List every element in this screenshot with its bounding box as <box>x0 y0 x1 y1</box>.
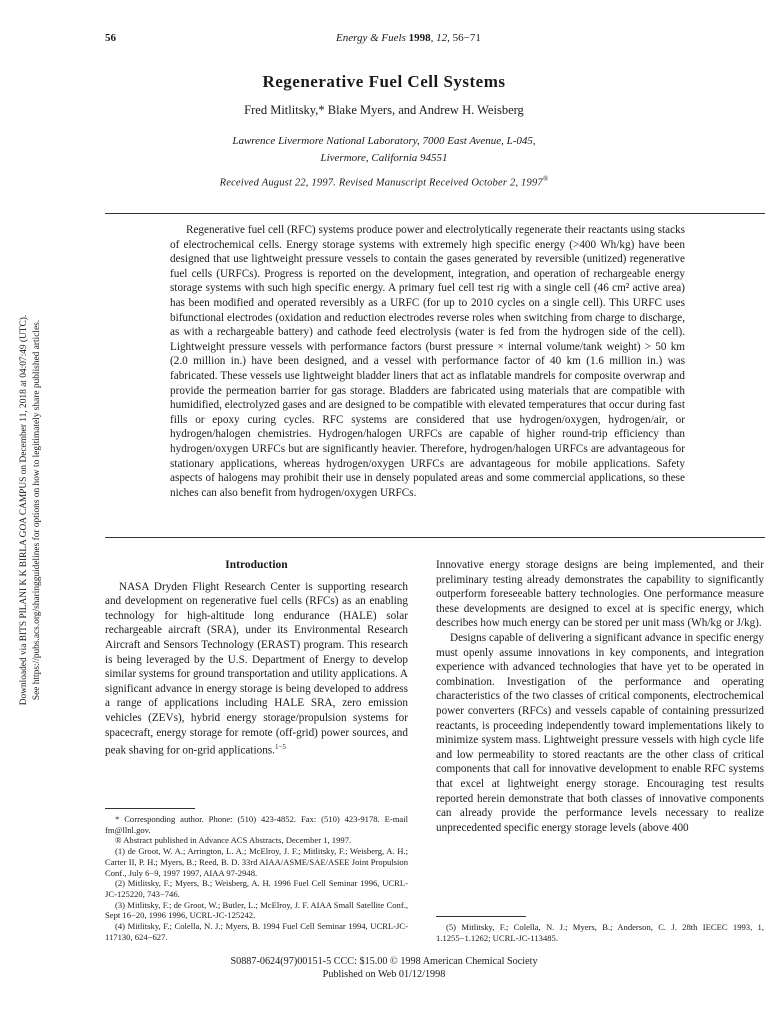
affiliation-line-2: Livermore, California 94551 <box>320 152 448 164</box>
received-dates <box>0 175 768 189</box>
journal-volume: 12 <box>436 32 448 44</box>
abstract-bottom-rule <box>105 537 765 538</box>
abstract-text: Regenerative fuel cell (RFC) systems produce power and electrolytically regenerate their reactants using stacks of electrochemical cells. Energy storage systems with extremely high specific energy (>400 Wh/kg) have been designed that use lightweight pressure vessels to contain the gases generated by reversible (unitized) regenerative fuel cells (URFCs). Progress is reported on the development, integration, and operation of rechargeable energy storage systems with such high specific energy. A primary fuel cell test rig with a single cell (46 cm² active area) has been modified and operated reversibly as a URFC (for up to 2010 cycles on a single cell). This URFC uses bifunctional electrodes (oxidation and reduction electrodes reverse roles when switching from charge to discharge, as with a rechargeable battery) and cathode feed electrolysis (water is fed from the hydrogen side of the cell). Lightweight pressure vessels with performance factors (burst pressure × internal volume/tank weight) > 50 km (2.0 million in.) have been designed, and a vessel with performance factor of 40 km (1.6 million in.) was fabricated. These vessels use lightweight bladder liners that act as inflatable mandrels for composite overwrap and provide the permeation barrier for gas storage. Bladders are fabricated using materials that are compatible with humidified, electrolyzed gases and are designed to be compatible with elevated temperatures that occur during fast fills or epoxy curing cycles. RFC systems are considered that use hydrogen/oxygen, hydrogen/air, or hydrogen/halogen chemistries. Hydrogen/halogen URFCs are capable of higher round-trip efficiency than hydrogen/oxygen URFCs but are significantly heavier. Therefore, hydrogen/halogen URFCs are advantageous for stationary applications, whereas hydrogen/oxygen URFCs are advantageous for mobile applications. Safety aspects of halogens may prohibit their use in densely populated areas and some commercial applications, so these niches can also benefit from hydrogen/oxygen URFCs. <box>170 224 685 499</box>
abstract-top-rule <box>105 213 765 214</box>
journal-pages: 56−71 <box>452 32 481 44</box>
download-side-note <box>18 290 52 730</box>
intro-paragraph-1-text: NASA Dryden Flight Research Center is supporting research and development on regenerative fuel cells (RFCs) as an enabling technology for high-altitude long endurance (HALE) solar rechargeable aircraft (SRA), under its Environmental Research Aircraft and Sensors Technology (ERAST) program. This research is being leveraged by the U.S. Department of Energy to develop similar systems for ground transportation and utility applications. A significant advance in energy storage is being developed to address a range of applications including HALE SRA, zero emission vehicles (ZEVs), hybrid energy storage/propulsion systems for spacecraft, energy storage for remote (off-grid) power sources, and peak shaving for on-grid applications. <box>105 580 408 757</box>
intro-paragraph-1-continued: Innovative energy storage designs are being implemented, and their preliminary testing already demonstrates the capability to significantly outperform foreseeable battery technologies. One performance measure these developments are designed to excel at is specific energy, which describes how much energy can be stored per unit mass (Wh/kg or J/kg). <box>436 559 764 630</box>
received-text: Received August 22, 1997. Revised Manuscript Received October 2, 1997 <box>219 177 543 189</box>
article-authors: Fred Mitlitsky,* Blake Myers, and Andrew H. Weisberg <box>244 103 524 117</box>
publication-doi-copyright: S0887-0624(97)00151-5 CCC: $15.00 © 1998 American Chemical Society <box>230 956 538 967</box>
reference-3: (3) Mitlitsky, F.; de Groot, W.; Butler, L.; McElroy, J. F. AIAA Small Satellite Conf., Sept 16−20, 1996 1996, UCRL-JC-125242. <box>105 899 408 921</box>
download-note-line-2: See https://pubs.acs.org/sharingguidelines for options on how to legitimately share published articles. <box>32 319 42 701</box>
section-heading-introduction: Introduction <box>225 559 288 571</box>
download-note-line-1: Downloaded via BITS PILANI K K BIRLA GOA CAMPUS on December 11, 2018 at 04:07:49 (UTC). <box>19 314 29 706</box>
article-affiliation <box>0 133 768 167</box>
reference-2: (2) Mitlitsky, F.; Myers, B.; Weisberg, A. H. 1996 Fuel Cell Seminar 1996, UCRL-JC-125220, 743−746. <box>105 878 408 899</box>
footnotes-right <box>436 922 764 943</box>
intro-ref-1-5: 1−5 <box>274 743 286 752</box>
journal-year: 1998 <box>408 32 431 44</box>
left-column <box>105 558 408 758</box>
publication-info <box>0 955 768 981</box>
reference-5: (5) Mitlitsky, F.; Colella, N. J.; Myers, B.; Anderson, C. J. 28th IECEC 1993, 1, 1.1255−1.1262; UCRL-JC-113485. <box>436 922 764 943</box>
intro-paragraph-1 <box>105 580 408 759</box>
footnote-corresponding: * Corresponding author. Phone: (510) 423-4852. Fax: (510) 423-9178. E-mail fm@llnl.gov. <box>105 814 408 835</box>
journal-name: Energy & Fuels <box>336 32 406 44</box>
affiliation-line-1: Lawrence Livermore National Laboratory, 7000 East Avenue, L-045, <box>232 135 536 147</box>
intro-paragraph-2: Designs capable of delivering a significant advance in specific energy must openly assume innovations in key components, and integration experience with advanced technologies that have yet to be operated in combination. Investigation of the performance and operating characteristics of the two classes of critical components, electrochemical power converters (RFCs) and vessels capable of containing pressurized reactants, is proceeding independently toward implementations likely to minimize system mass. Lightweight pressure vessels with high cycle life and low permeability to stored reactants are the other class of critical components that call for innovative development to enable RFC systems that excel at lightweight energy storage. Encouraging test results reported herein demonstrate that both classes of innovative components can already provide the performance levels necessary to realize unprecedented specific energy storage levels (above 400 <box>436 631 764 834</box>
right-column <box>436 558 764 835</box>
reference-1: (1) de Groot, W. A.; Arrington, L. A.; McElroy, J. F.; Mitlitsky, F.; Weisberg, A. H.; Carter II, P. H.; Myers, B.; Reed, B. D. 33rd AIAA/ASME/SAE/ASEE Joint Propulsion Conf., July 6−9, 1997 1997, AIAA 97-2948. <box>105 846 408 878</box>
footnotes-left <box>105 814 408 942</box>
journal-citation: Energy & Fuels 1998, 12, 56−71 <box>336 32 481 44</box>
article-title: Regenerative Fuel Cell Systems <box>262 72 506 91</box>
reference-4: (4) Mitlitsky, F.; Colella, N. J.; Myers, B. 1994 Fuel Cell Seminar 1994, UCRL-JC-117130, 624−627. <box>105 921 408 942</box>
footnote-rule-left <box>105 808 195 809</box>
received-mark: ® <box>542 175 549 183</box>
footnote-abstract-published: ® Abstract published in Advance ACS Abstracts, December 1, 1997. <box>115 835 352 846</box>
publication-web-date: Published on Web 01/12/1998 <box>322 969 446 980</box>
footnote-rule-right <box>436 916 526 917</box>
page-number: 56 <box>105 32 116 44</box>
